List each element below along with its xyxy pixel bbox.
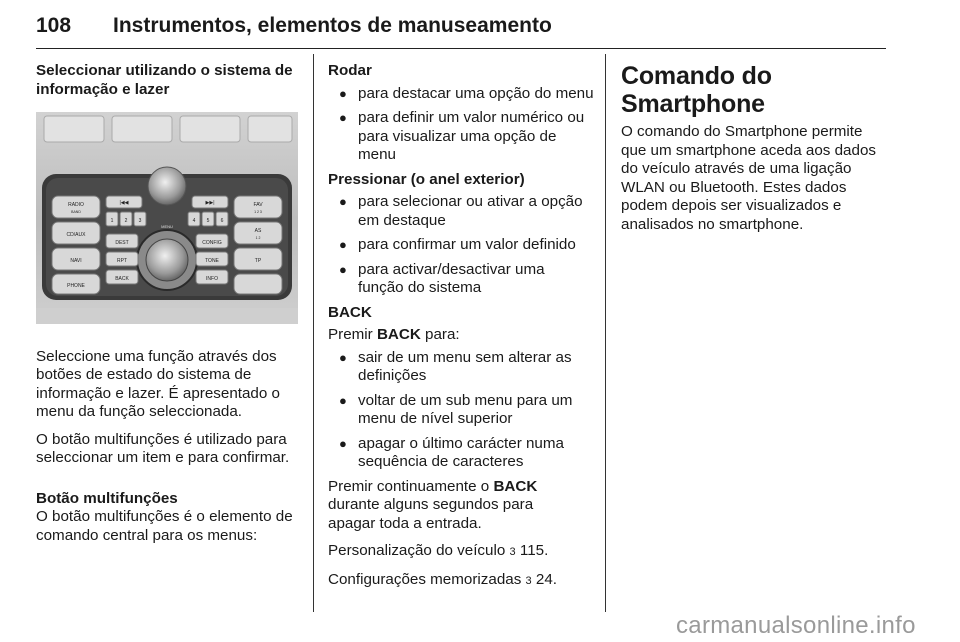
subheading-multifunction-knob: Botão multifunções — [36, 489, 178, 507]
list-item: ● para destacar uma opção do menu — [339, 84, 594, 102]
svg-text:TONE: TONE — [205, 258, 219, 264]
svg-text:PHONE: PHONE — [67, 283, 85, 289]
subheading-press-outer-ring: Pressionar (o anel exterior) — [328, 170, 525, 188]
page-header — [36, 8, 886, 49]
list-item: ● sair de um menu sem alterar as definições — [339, 348, 572, 384]
page-number: 108 — [36, 14, 72, 37]
back-list — [328, 349, 594, 472]
svg-text:5: 5 — [206, 218, 210, 224]
list-item: ● para selecionar ou ativar a opção em destaque — [339, 193, 583, 229]
svg-text:BACK: BACK — [115, 276, 129, 282]
column-left — [36, 62, 301, 554]
svg-text:BAND: BAND — [71, 210, 81, 214]
list-item: ● para confirmar um valor definido — [339, 236, 576, 253]
list-item: ● para activar/desactivar uma função do sistema — [339, 260, 545, 296]
svg-text:AS: AS — [254, 228, 262, 234]
svg-text:RADIO: RADIO — [68, 202, 84, 208]
svg-text:NAVI: NAVI — [70, 258, 82, 264]
watermark-text: carmanualsonline.info — [676, 612, 916, 639]
page-reference-arrow-icon: 3 — [509, 546, 516, 558]
svg-text:6: 6 — [220, 218, 224, 224]
subheading-back: BACK — [328, 303, 372, 321]
svg-text:1: 1 — [110, 218, 114, 224]
column-middle — [328, 62, 594, 599]
column-divider-2 — [605, 54, 606, 612]
infotainment-panel-illustration — [36, 112, 298, 324]
rotate-list — [328, 85, 594, 165]
paragraph-select-function: Seleccione uma função através dos botões de estado do sistema de informação e lazer. É apresentado o menu da função seleccionada. — [36, 347, 280, 420]
paragraph-multifunction-element: O botão multifunções é o elemento de comando central para os menus: — [36, 508, 293, 544]
svg-text:|◀◀: |◀◀ — [119, 200, 129, 206]
section-heading-selection: Seleccionar utilizando o sistema de informação e lazer — [36, 62, 293, 98]
list-item: ● apagar o último carácter numa sequência de caracteres — [339, 434, 564, 470]
chapter-title: Instrumentos, elementos de manuseamento — [113, 14, 552, 37]
svg-text:MENU: MENU — [161, 224, 173, 229]
list-item: ● voltar de um sub menu para um menu de nível superior — [339, 391, 573, 427]
paragraph-hold-back: Premir continuamente o BACK durante alguns segundos para apagar toda a entrada. — [328, 477, 538, 532]
reference-memorised-settings: Configurações memorizadas 3 24. — [328, 570, 558, 588]
svg-text:1 2 3: 1 2 3 — [254, 210, 262, 214]
svg-text:TP: TP — [254, 258, 262, 264]
svg-text:CD/AUX: CD/AUX — [66, 232, 86, 238]
svg-text:DEST: DEST — [115, 240, 129, 246]
svg-text:CONFIG: CONFIG — [202, 240, 222, 246]
svg-text:1 2: 1 2 — [255, 236, 261, 240]
list-item: ● para definir um valor numérico ou para visualizar uma opção de menu — [339, 109, 585, 163]
svg-text:2: 2 — [124, 218, 128, 224]
column-divider-1 — [313, 54, 314, 612]
paragraph-multifunction-usage: O botão multifunções é utilizado para seleccionar um item e para confirmar. — [36, 430, 290, 466]
section-title-smartphone-control: Comando do Smartphone — [621, 62, 772, 118]
paragraph-smartphone-control: O comando do Smartphone permite que um smartphone aceda aos dados do veículo através de uma ligação WLAN ou Bluetooth. Estes dados podem depois ser visualizados e analisados no smartphone. — [621, 123, 876, 233]
svg-text:RPT: RPT — [117, 258, 127, 264]
paragraph-press-back: Premir BACK para: — [328, 326, 460, 343]
svg-text:INFO: INFO — [206, 276, 218, 282]
page-reference-arrow-icon: 3 — [525, 574, 532, 587]
svg-text:3: 3 — [138, 218, 142, 224]
svg-text:▶▶|: ▶▶| — [205, 200, 215, 206]
svg-text:FAV: FAV — [253, 202, 263, 208]
reference-vehicle-personalisation: Personalização do veículo 3 115. — [328, 542, 549, 559]
subheading-rotate: Rodar — [328, 62, 372, 79]
press-list — [328, 193, 594, 298]
svg-text:4: 4 — [192, 218, 196, 224]
column-right — [621, 62, 889, 243]
